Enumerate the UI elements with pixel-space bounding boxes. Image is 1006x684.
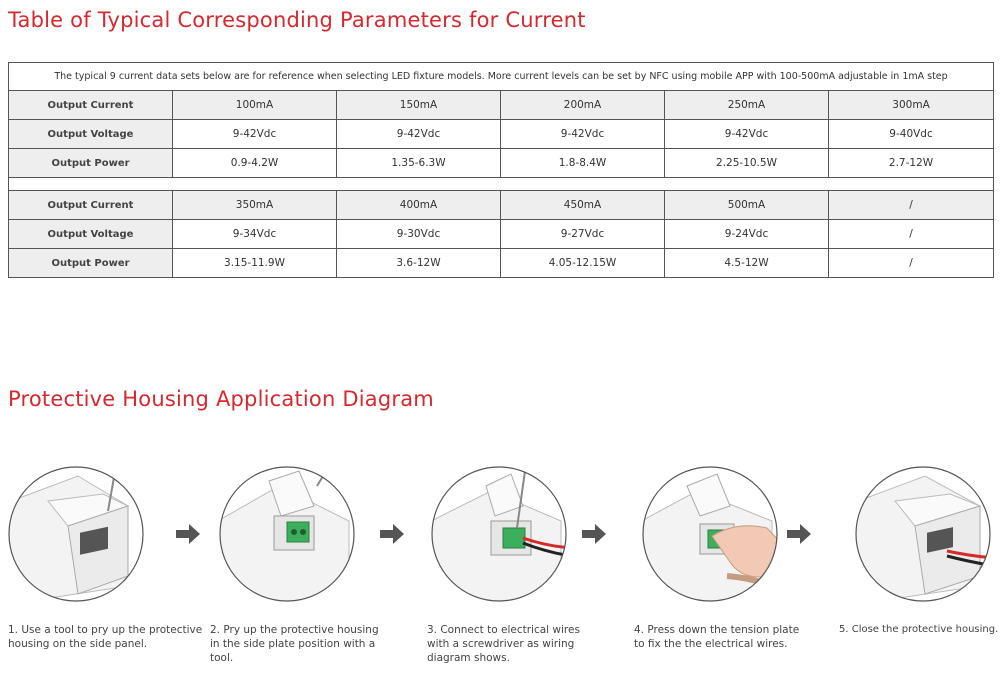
table-cell: 1.35-6.3W [337,149,501,178]
table-cell: 2.25-10.5W [665,149,829,178]
table-row [9,220,994,249]
table-cell: 300mA [829,91,994,120]
table-cell: 9-34Vdc [173,220,337,249]
table-cell: 0.9-4.2W [173,149,337,178]
step-4-caption: 4. Press down the tension plate to fix the the electrical wires. [634,624,800,650]
table-cell: 9-42Vdc [173,120,337,149]
table-cell: 4.05-12.15W [501,249,665,278]
table-cell: 9-30Vdc [337,220,501,249]
table-cell: 9-42Vdc [665,120,829,149]
row-label: Output Current [9,91,173,120]
step-2-illustration [219,466,355,602]
table-row [9,120,994,149]
table-cell: 9-24Vdc [665,220,829,249]
table-cell: / [829,220,994,249]
table-row [9,249,994,278]
step-2-caption: 2. Pry up the protective housing in the side plate position with a tool. [210,624,379,664]
table-cell: 500mA [665,191,829,220]
step-1-illustration [8,466,144,602]
table-cell: 3.6-12W [337,249,501,278]
step-1-caption: 1. Use a tool to pry up the protective housing on the side panel. [8,624,203,650]
table-cell: / [829,191,994,220]
table-cell: / [829,249,994,278]
table-cell: 150mA [337,91,501,120]
table-note-row [9,63,994,91]
table-cell: 9-42Vdc [501,120,665,149]
table-cell: 100mA [173,91,337,120]
step-3-caption: 3. Connect to electrical wires with a screwdriver as wiring diagram shows. [427,624,580,664]
table-note: The typical 9 current data sets below are for reference when selecting LED fixture models. More current levels can be set by NFC using mobile APP with 100-500mA adjustable in 1mA step [9,63,994,91]
table-cell: 400mA [337,191,501,220]
table-gap [9,178,994,191]
table-cell: 250mA [665,91,829,120]
row-label: Output Current [9,191,173,220]
table-cell: 4.5-12W [665,249,829,278]
table-row [9,91,994,120]
table-cell: 1.8-8.4W [501,149,665,178]
table-cell: 350mA [173,191,337,220]
table-gap-row [9,178,994,191]
step-3-illustration [431,466,567,602]
parameter-table [8,62,994,278]
table-section-title: Table of Typical Corresponding Parameters for Current [8,8,586,32]
table-row [9,191,994,220]
row-label: Output Voltage [9,220,173,249]
row-label: Output Power [9,149,173,178]
table-cell: 3.15-11.9W [173,249,337,278]
table-row [9,149,994,178]
right-arrow-icon [582,524,608,548]
table-cell: 200mA [501,91,665,120]
table-cell: 9-40Vdc [829,120,994,149]
row-label: Output Power [9,249,173,278]
step-5-illustration [855,466,991,602]
table-cell: 450mA [501,191,665,220]
diagram-section-title: Protective Housing Application Diagram [8,387,434,411]
right-arrow-icon [176,524,202,548]
table-cell: 9-42Vdc [337,120,501,149]
table-cell: 9-27Vdc [501,220,665,249]
right-arrow-icon [787,524,813,548]
table-cell: 2.7-12W [829,149,994,178]
row-label: Output Voltage [9,120,173,149]
right-arrow-icon [380,524,406,548]
step-5-caption: 5. Close the protective housing. [839,624,999,635]
step-4-illustration [642,466,778,602]
